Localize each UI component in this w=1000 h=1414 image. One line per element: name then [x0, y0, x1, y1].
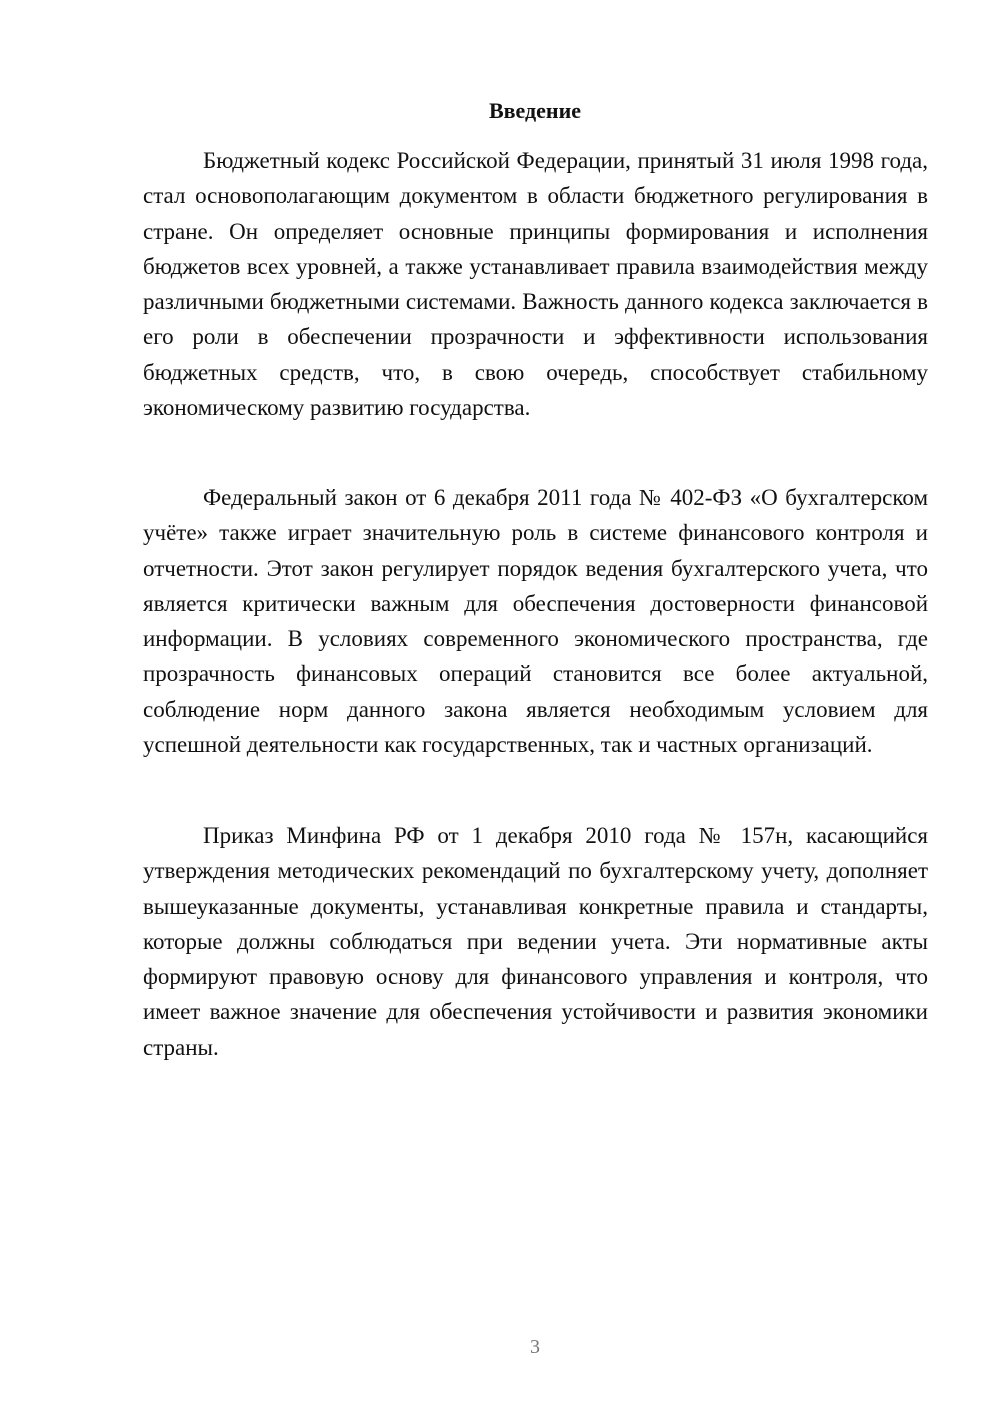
- section-title: Введение: [488, 98, 582, 123]
- page-number: 3: [530, 1336, 540, 1358]
- paragraph-minfin-order: Приказ Минфина РФ от 1 декабря 2010 года № 157н, касающийся утверждения методических рекомендаций по бухгалтерскому учету, дополняет вышеуказанные документы, устанавливая конкретные правила и стандарты, которые должны соблюдаться при ведении учета. Эти нормативные акты формируют правовую основу для финансового управления и контроля, что имеет важное значение для обеспечения устойчивости и развития экономики страны.: [143, 823, 928, 1060]
- paragraph-accounting-law: Федеральный закон от 6 декабря 2011 года № 402-ФЗ «О бухгалтерском учёте» также играет значительную роль в системе финансового контроля и отчетности. Этот закон регулирует порядок ведения бухгалтерского учета, что является критически важным для обеспечения достоверности финансовой информации. В условиях современного экономического пространства, где прозрачность финансовых операций становится все более актуальной, соблюдение норм данного закона является необходимым условием для успешной деятельности как государственных, так и частных организаций.: [143, 485, 928, 758]
- paragraph-budget-code: Бюджетный кодекс Российской Федерации, принятый 31 июля 1998 года, стал основополагающим документом в области бюджетного регулирования в стране. Он определяет основные принципы формирования и исполнения бюджетов всех уровней, а также устанавливает правила взаимодействия между различными бюджетными системами. Важность данного кодекса заключается в его роли в обеспечении прозрачности и эффективности использования бюджетных средств, что, в свою очередь, способствует стабильному экономическому развитию государства.: [143, 148, 928, 421]
